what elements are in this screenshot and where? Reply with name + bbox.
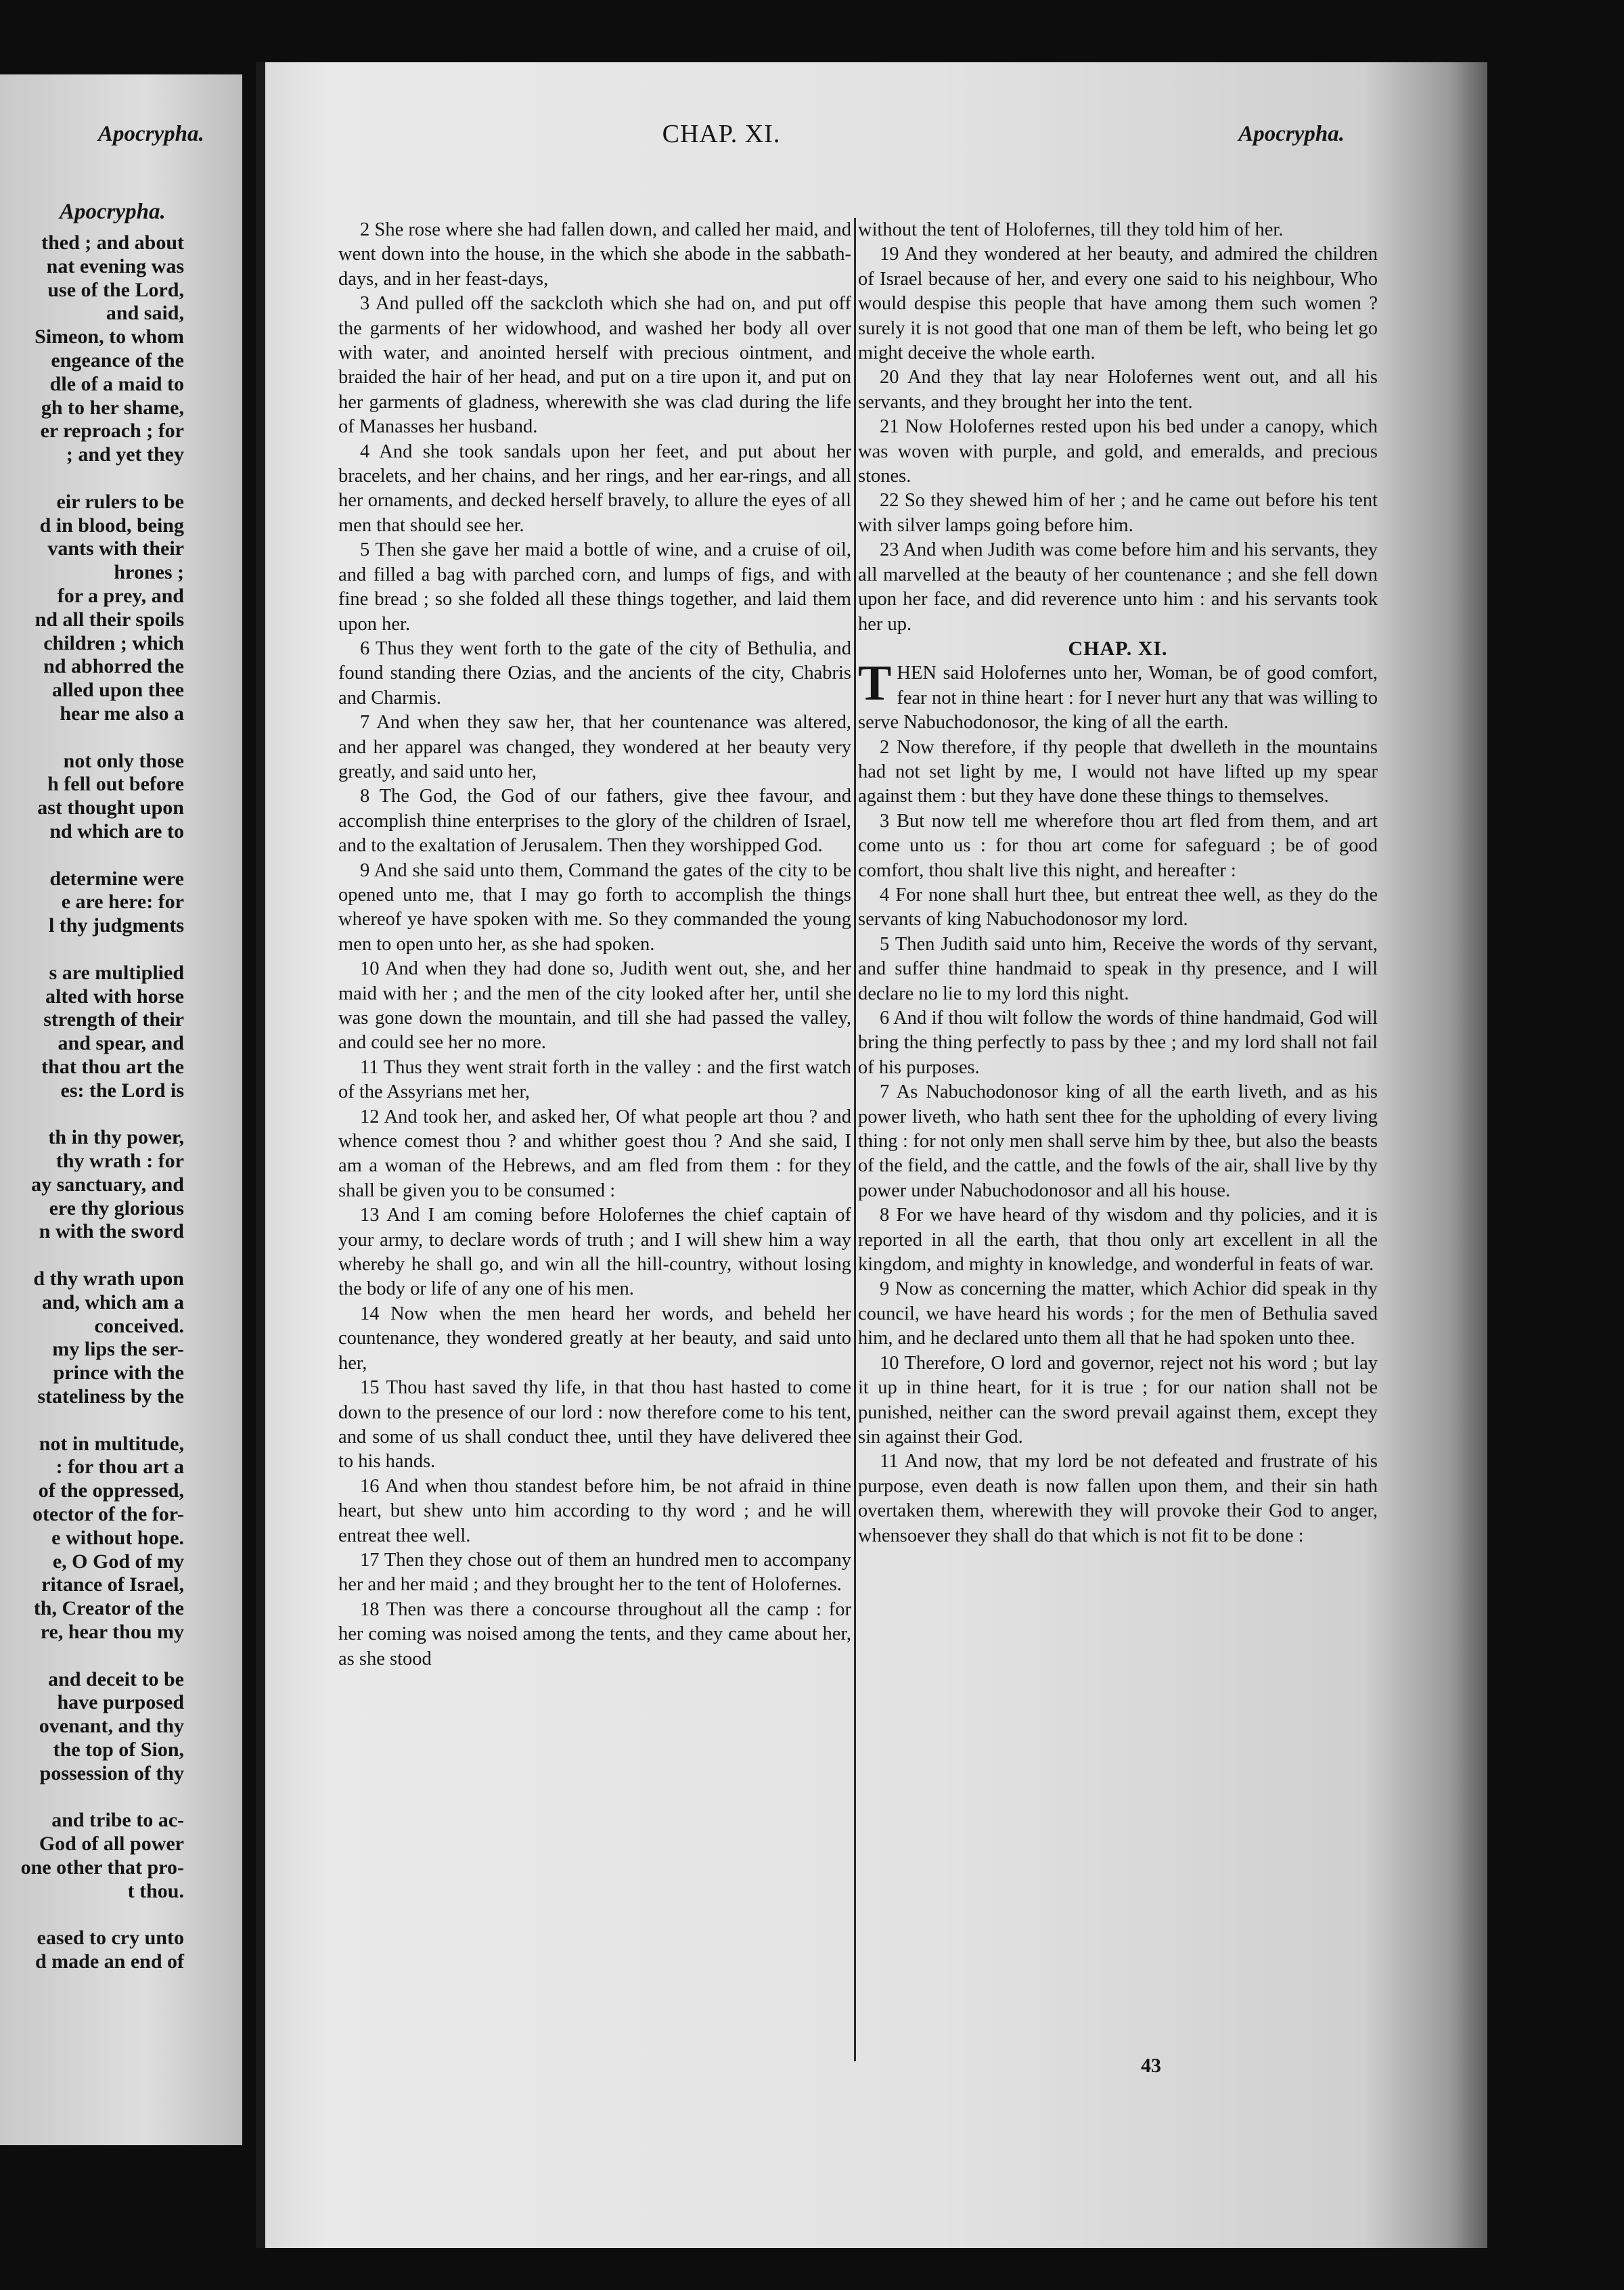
left-page-line: for a prey, and: [57, 584, 184, 607]
left-page-line: e, O God of my: [52, 1550, 184, 1573]
running-head-right: Apocrypha.: [1238, 122, 1345, 146]
left-page-line: nd which are to: [49, 820, 184, 843]
left-page-line: gh to her shame,: [41, 396, 184, 419]
left-page-line: my lips the ser-: [52, 1338, 184, 1361]
left-page-line: nd all their spoils: [35, 608, 184, 631]
left-page-line: strength of their: [43, 1008, 184, 1031]
chapter-heading: CHAP. XI.: [662, 120, 781, 148]
left-page-line: d thy wrath upon: [33, 1267, 184, 1290]
verse-paragraph: 19 And they wondered at her beauty, and admired the children of Israel because of her, and every one said to his neighbour, Who would despise this people that have among them such women ? surely it is not good that one man of them be left, who being let go might deceive the whole earth.: [858, 244, 1378, 364]
left-page-line: t thou.: [127, 1879, 184, 1902]
left-page-line: nd abhorred the: [43, 655, 184, 678]
text-column-right: [858, 218, 1378, 1548]
left-page-line: alted with horse: [45, 985, 184, 1008]
verse-paragraph: 10 Therefore, O lord and governor, reject not his word ; but lay it up in thine heart, for it is true ; for our nation shall not be punished, neither can the sword prevail against them, except they sin against their God.: [858, 1352, 1378, 1447]
left-page-line: th in thy power,: [48, 1126, 184, 1149]
left-page-line: conceived.: [94, 1314, 184, 1337]
left-page-line: the top of Sion,: [53, 1738, 184, 1761]
verse-paragraph: 20 And they that lay near Holofernes went out, and all his servants, and they brought her into the tent.: [858, 367, 1378, 413]
left-page-line: one other that pro-: [20, 1856, 184, 1879]
left-page-line: nat evening was: [46, 254, 184, 277]
left-page-line: er reproach ; for: [40, 420, 184, 443]
left-page-line: re, hear thou my: [40, 1621, 184, 1644]
left-page-line: d made an end of: [35, 1950, 184, 1973]
page-number: 43: [1141, 2055, 1161, 2077]
left-page-line: ere thy glorious: [49, 1196, 184, 1219]
drop-cap: T: [858, 656, 892, 712]
left-page-gap: [0, 1786, 184, 1810]
left-page-line: : for thou art a: [55, 1456, 184, 1479]
left-page-line: have purposed: [57, 1691, 184, 1714]
verse-paragraph: 3 And pulled off the sackcloth which she had on, and put off the garments of her widowhood, and washed her body all over with water, and anointed herself with precious ointment, and braided the hair of her head, and put on a tire upon it, and put on her garments of gladness, wherewith she was clad during the life of Manasses her husband.: [338, 293, 851, 438]
verse-paragraph: 4 For none shall hurt thee, but entreat thee well, as they do the servants of king Nabuchodonosor my lord.: [858, 884, 1378, 930]
left-page-line: not in multitude,: [39, 1432, 184, 1455]
verse-paragraph: 5 Then she gave her maid a bottle of wine, and a cruise of oil, and filled a bag with parched corn, and lumps of figs, and with fine bread ; so she folded all these things together, and laid them upon her.: [338, 539, 851, 635]
verse-paragraph: 8 The God, the God of our fathers, give thee favour, and accomplish thine enterprises to the glory of the children of Israel, and to the exaltation of Jerusalem. Then they worshipped God.: [338, 786, 851, 857]
left-page-line: ; and yet they: [66, 443, 184, 466]
left-page-line: use of the Lord,: [47, 278, 184, 301]
verse-paragraph: 7 And when they saw her, that her countenance was altered, and her apparel was changed, they wondered at her beauty very greatly, and said unto her,: [338, 712, 851, 782]
left-page-line: children ; which: [43, 631, 184, 654]
verse-paragraph: 9 Now as concerning the matter, which Achior did speak in thy council, we have heard his words ; for the men of Bethulia saved him, and he declared unto them all that he had spoken unto thee.: [858, 1278, 1378, 1349]
left-page-line: and, which am a: [41, 1290, 184, 1314]
left-page-line: hear me also a: [60, 702, 184, 725]
verse-paragraph: 11 And now, that my lord be not defeated and frustrate of his purpose, even death is now fallen upon them, and their sin hath overtaken them, wherewith they will provoke their God to anger, whensoever they shall do that which is not fit to be done :: [858, 1451, 1378, 1546]
left-page-line: hrones ;: [114, 561, 184, 584]
left-page-line: and tribe to ac-: [51, 1809, 184, 1832]
left-page-line: determine were: [49, 867, 184, 890]
chapter-first-verse: [858, 656, 1378, 735]
left-page-line: God of all power: [39, 1833, 184, 1856]
verse-paragraph: 6 And if thou wilt follow the words of thine handmaid, God will bring the thing perfectly to pass by thee ; and my lord shall not fail of his purposes.: [858, 1008, 1378, 1078]
left-page-line: alled upon thee: [51, 679, 184, 702]
left-page-gap: [0, 467, 184, 491]
verse-paragraph: 8 For we have heard of thy wisdom and thy policies, and it is reported in all the earth, that thou only art excellent in all the kingdom, and mighty in knowledge, and wonderful in feats of war.: [858, 1205, 1378, 1276]
left-page-line: engeance of the: [51, 349, 184, 372]
left-page: [0, 74, 242, 2145]
verse-paragraph: 2 She rose where she had fallen down, and called her maid, and went down into the house, in the which she abode in the sabbath-days, and in her feast-days,: [338, 219, 851, 290]
left-page-line: ay sanctuary, and: [31, 1173, 184, 1196]
verse-paragraph: 11 Thus they went strait forth in the valley : and the first watch of the Assyrians met her,: [338, 1056, 851, 1103]
left-page-line: thed ; and about: [41, 231, 184, 254]
verse-paragraph: 23 And when Judith was come before him and his servants, they all marvelled at the beauty of her countenance ; and she fell down upon her face, and did reverence unto him : and his servants took her up.: [858, 539, 1378, 635]
left-page-line: and said,: [106, 302, 184, 325]
left-page-line: d in blood, being: [39, 514, 184, 537]
running-head-left: Apocrypha.: [98, 122, 204, 146]
verse-paragraph: 21 Now Holofernes rested upon his bed under a canopy, which was woven with purple, and gold, and emeralds, and precious stones.: [858, 416, 1378, 487]
page-edge-rule: [256, 62, 265, 2248]
left-page-running-head: Apocrypha.: [60, 200, 166, 224]
left-page-line: possession of thy: [39, 1761, 184, 1784]
verse-paragraph: 3 But now tell me wherefore thou art fled from them, and art come unto us : for thou art come for safeguard ; be of good comfort, thou shalt live this night, and hereafter :: [858, 810, 1378, 881]
left-page-gap: [0, 1102, 184, 1126]
verse-paragraph: 17 Then they chose out of them an hundred men to accompany her and her maid ; and they brought her to the tent of Holofernes.: [338, 1549, 851, 1596]
left-page-line: e are here: for: [61, 891, 184, 914]
left-page-line: thy wrath : for: [55, 1150, 184, 1173]
verse-paragraph: 22 So they shewed him of her ; and he came out before his tent with silver lamps going before him.: [858, 490, 1378, 536]
left-page-line: ritance of Israel,: [41, 1573, 184, 1596]
left-page-gap: [0, 726, 184, 750]
left-page-line: Simeon, to whom: [35, 325, 184, 349]
verse-paragraph: 12 And took her, and asked her, Of what people art thou ? and whence comest thou ? and whither goest thou ? And she said, I am a woman of the Hebrews, and am fled from them : for they shall be given you to be consumed :: [338, 1106, 851, 1201]
verse-paragraph: 6 Thus they went forth to the gate of the city of Bethulia, and found standing there Ozias, and the ancients of the city, Chabris and Charmis.: [338, 637, 851, 709]
verse-paragraph: 16 And when thou standest before him, be not afraid in thine heart, but shew unto him according to thy word ; and he will entreat thee well.: [338, 1475, 851, 1546]
verse-paragraph: 18 Then was there a concourse throughout all the camp : for her coming was noised among the tents, and they came about her, as she stood: [338, 1598, 851, 1669]
verse-paragraph: 2 Now therefore, if thy people that dwelleth in the mountains had not set light by me, I would not have lifted up my spear against them : but they have done these things to themselves.: [858, 736, 1378, 807]
left-page-line: dle of a maid to: [49, 372, 184, 395]
chapter-title: CHAP. XI.: [1068, 637, 1168, 660]
left-page-gap: [0, 844, 184, 868]
verse-paragraph: 9 And she said unto them, Command the gates of the city to be opened unto me, that I may go forth to accomplish the things whereof ye have spoken with me. So they commanded the young men to open unto her, as she had spoken.: [338, 859, 851, 955]
verse-paragraph: 13 And I am coming before Holofernes the chief captain of your army, to declare words of truth ; and I will shew him a way whereby he shall go, and win all the hill-country, without losing the body or life of any one of his men.: [338, 1205, 851, 1300]
column-divider: [854, 218, 856, 2061]
left-page-line: stateliness by the: [37, 1385, 184, 1408]
text-column-left: [338, 218, 851, 1671]
left-page-line: es: the Lord is: [60, 1079, 184, 1102]
left-page-line: prince with the: [53, 1362, 184, 1385]
left-page-line: e without hope.: [51, 1526, 184, 1549]
verses-before-chapter: [858, 218, 1378, 637]
verse-paragraph: 4 And she took sandals upon her feet, and put about her bracelets, and her chains, and her rings, and her ear-rings, and all her ornaments, and decked herself bravely, to allure the eyes of all men that should see her.: [338, 441, 851, 536]
verse-paragraph: 14 Now when the men heard her words, and beheld her countenance, they wondered greatly at her beauty, and said unto her,: [338, 1303, 851, 1374]
left-page-line: otector of the for-: [32, 1503, 184, 1526]
left-page-line: and spear, and: [58, 1032, 184, 1055]
left-page-line: s are multiplied: [49, 961, 184, 984]
verses-after-chapter: [858, 736, 1378, 1548]
left-page-line: eased to cry unto: [37, 1927, 184, 1950]
verse-paragraph: 15 Thou hast saved thy life, in that thou hast hasted to come down to the presence of our lord : now therefore come to his tent, and some of us shall conduct thee, until they have delivered thee to his hands.: [338, 1377, 851, 1473]
left-page-line: eir rulers to be: [56, 490, 184, 513]
left-page-text-column: [0, 231, 184, 1974]
left-page-line: ast thought upon: [37, 796, 184, 820]
left-page-line: that thou art the: [41, 1055, 184, 1078]
left-page-gap: [0, 938, 184, 962]
left-page-line: ovenant, and thy: [39, 1715, 184, 1738]
verse-paragraph: 5 Then Judith said unto him, Receive the words of thy servant, and suffer thine handmaid to speak in thy presence, and I will declare no lie to my lord this night.: [858, 933, 1378, 1004]
verse-paragraph: 7 As Nabuchodonosor king of all the earth liveth, and as his power liveth, who hath sent thee for the upholding of every living thing : for not only men shall serve him by thee, but also the beasts of the field, and the cattle, and the fowls of the air, shall live by thy power under Nabuchodonosor and all his house.: [858, 1081, 1378, 1201]
left-page-gap: [0, 1409, 184, 1433]
verse-continuation: without the tent of Holofernes, till they told him of her.: [858, 219, 1284, 240]
left-page-gap: [0, 1644, 184, 1668]
left-page-gap: [0, 1244, 184, 1267]
left-page-line: vants with their: [47, 537, 184, 560]
left-page-line: and deceit to be: [48, 1667, 184, 1690]
running-header: [98, 119, 1345, 149]
left-page-line: l thy judgments: [48, 914, 184, 937]
left-page-line: of the oppressed,: [38, 1479, 184, 1502]
left-page-line: h fell out before: [47, 773, 184, 796]
left-page-gap: [0, 1904, 184, 1927]
verse-paragraph: 10 And when they had done so, Judith went out, she, and her maid with her ; and the men of the city looked after her, until she was gone down the mountain, and till she had passed the valley, and could see her no more.: [338, 958, 851, 1054]
left-page-line: th, Creator of the: [33, 1597, 184, 1620]
first-verse-text: HEN said Holofernes unto her, Woman, be of good comfort, fear not in thine heart : for I never hurt any that was willing to serve Nabuchodonosor, the king of all the earth.: [858, 663, 1378, 734]
left-page-line: n with the sword: [39, 1220, 184, 1243]
left-page-line: not only those: [63, 749, 184, 772]
